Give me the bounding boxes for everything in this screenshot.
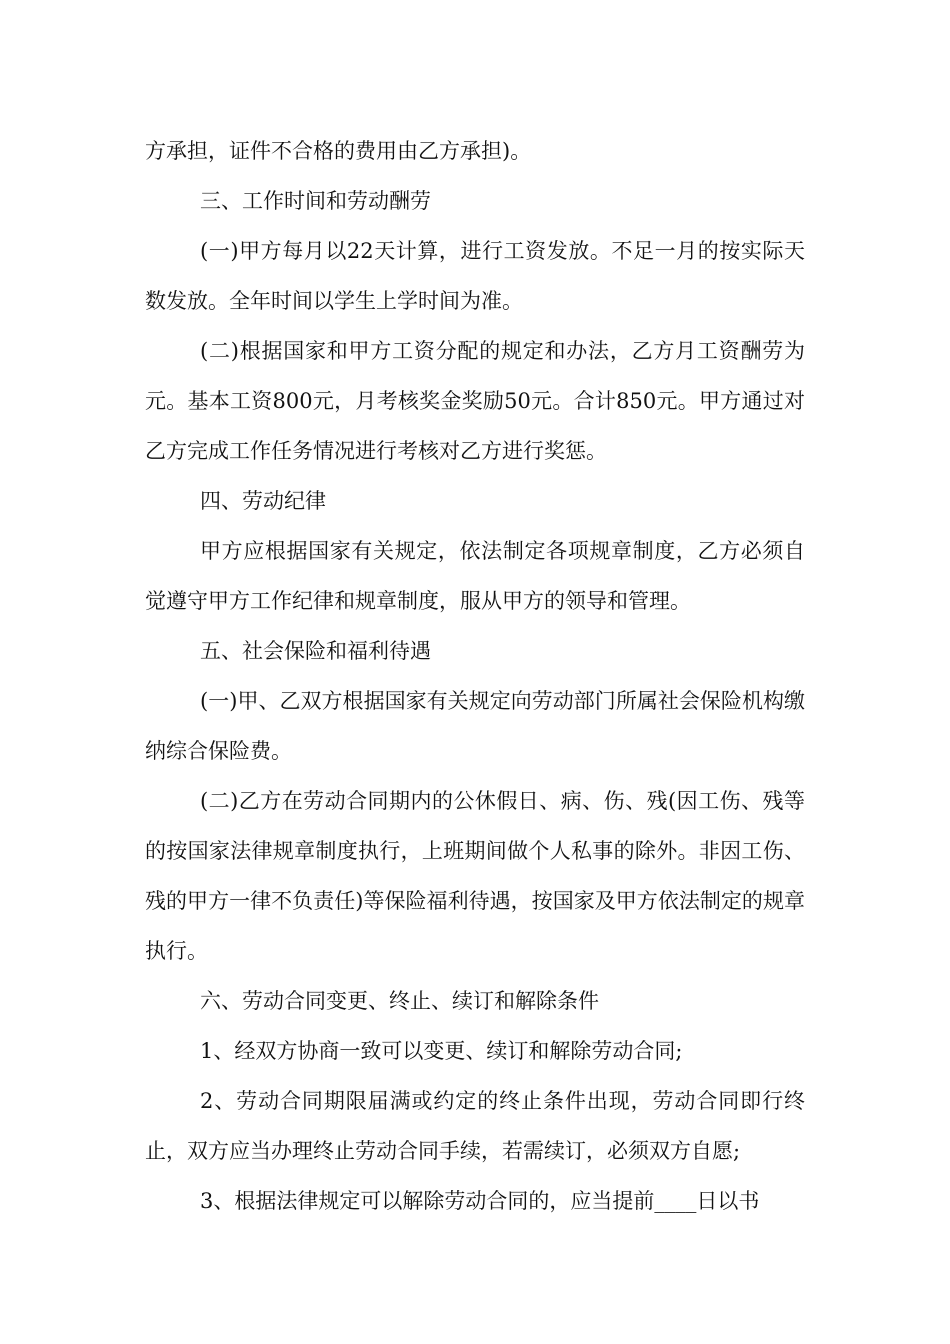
list-item-3: 3、根据法律规定可以解除劳动合同的，应当提前____日以书 [200,1189,760,1213]
paragraph-salary-days: (一)甲方每月以22天计算，进行工资发放。不足一月的按实际天数发放。全年时间以学生上学时间为准。 [145,239,805,313]
list-item-2: 2、劳动合同期限届满或约定的终止条件出现，劳动合同即行终止，双方应当办理终止劳动合同手续，若需续订，必须双方自愿; [145,1089,805,1163]
paragraph-insurance-fee: (一)甲、乙双方根据国家有关规定向劳动部门所属社会保险机构缴纳综合保险费。 [145,689,805,763]
section-heading-discipline: 四、劳动纪律 [200,489,326,513]
paragraph-continuation: 方承担，证件不合格的费用由乙方承担)。 [145,139,532,163]
section-heading-work-time: 三、工作时间和劳动酬劳 [200,189,431,213]
list-item-1: 1、经双方协商一致可以变更、续订和解除劳动合同; [200,1039,683,1063]
paragraph-welfare: (二)乙方在劳动合同期内的公休假日、病、伤、残(因工伤、残等的按国家法律规章制度执行，上班期间做个人私事的除外。非因工伤、残的甲方一律不负责任)等保险福利待遇，按国家及甲方依法制定的规章执行。 [145,789,805,963]
section-heading-contract-changes: 六、劳动合同变更、终止、续订和解除条件 [200,989,599,1013]
section-heading-insurance: 五、社会保险和福利待遇 [200,639,431,663]
document-body [145,126,805,1226]
paragraph-salary-amount: (二)根据国家和甲方工资分配的规定和办法，乙方月工资酬劳为元。基本工资800元，月考核奖金奖励50元。合计850元。甲方通过对乙方完成工作任务情况进行考核对乙方进行奖惩。 [145,339,805,463]
paragraph-discipline: 甲方应根据国家有关规定，依法制定各项规章制度，乙方必须自觉遵守甲方工作纪律和规章制度，服从甲方的领导和管理。 [145,539,805,613]
